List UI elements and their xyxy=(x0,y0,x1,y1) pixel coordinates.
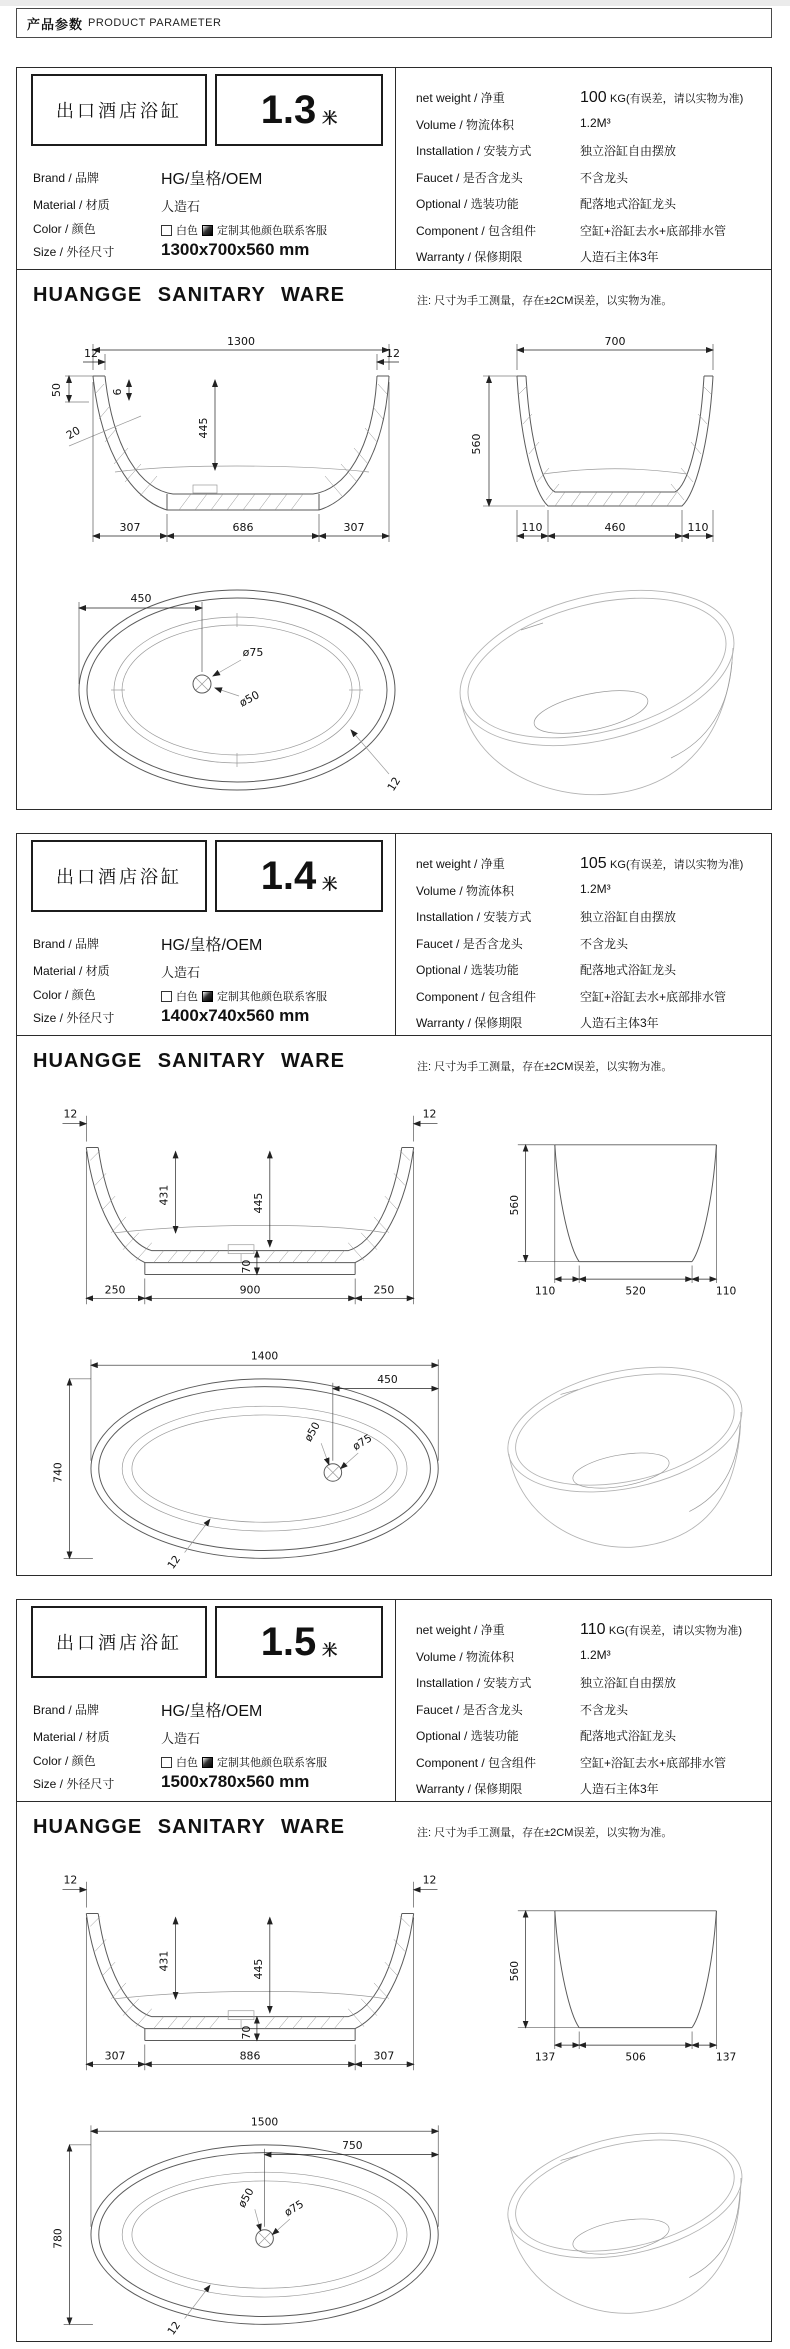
volume-label: Volume / 物流体积 xyxy=(416,118,515,132)
dim-70: 70 xyxy=(239,2025,253,2040)
dim-b2: 520 xyxy=(625,1284,646,1298)
dim-b3: 250 xyxy=(373,1283,395,1297)
optional-label: Optional / 选装功能 xyxy=(416,197,519,211)
side-elevation-drawing xyxy=(425,324,769,564)
side-elevation-drawing xyxy=(475,1086,767,1336)
dim-b1: 307 xyxy=(104,2049,126,2063)
top-view-drawing xyxy=(41,560,421,806)
dim-drain-75: ø75 xyxy=(242,646,264,659)
dim-b1: 250 xyxy=(104,1283,126,1297)
product-name: 出口酒店浴缸 xyxy=(56,101,182,121)
dim-drain-75: ø75 xyxy=(350,1431,375,1454)
material-value: 人造石 xyxy=(161,1731,201,1746)
dim-b2: 460 xyxy=(604,521,626,534)
dim-b1: 307 xyxy=(119,521,141,534)
dim-70: 70 xyxy=(239,1259,253,1274)
installation-value: 独立浴缸自由摆放 xyxy=(580,1676,677,1690)
right-spec-pane xyxy=(395,68,771,270)
faucet-label: Faucet / 是否含龙头 xyxy=(416,937,523,951)
brand-label: Brand / 品牌 xyxy=(33,171,100,185)
measure-note: 注: 尺寸为手工测量，存在±2CM误差，以实物为准。 xyxy=(417,1827,673,1839)
size-box xyxy=(215,1606,383,1678)
dim-height: 560 xyxy=(470,433,483,455)
brand-value: HG/皇格/OEM xyxy=(161,171,263,188)
dim-drain-offset: 450 xyxy=(130,592,152,605)
top-strip xyxy=(0,0,790,6)
right-spec-pane xyxy=(395,834,771,1036)
brand-title: HUANGGE SANITARY WARE xyxy=(33,1816,345,1838)
dim-wall-20: 20 xyxy=(63,423,83,443)
wall-hatching xyxy=(95,384,387,510)
size-number: 1.3 xyxy=(260,88,317,132)
faucet-value: 不含龙头 xyxy=(580,937,629,951)
netweight-value: 100 KG(有误差，请以实物为准) xyxy=(580,89,744,106)
page-banner xyxy=(16,8,772,38)
dim-drain-50: ø50 xyxy=(237,688,262,710)
brand-title: HUANGGE SANITARY WARE xyxy=(33,1050,345,1072)
material-label: Material / 材质 xyxy=(33,198,110,212)
section-bathtub-1-3m xyxy=(16,67,772,810)
installation-label: Installation / 安装方式 xyxy=(416,144,532,158)
white-swatch xyxy=(161,1757,172,1768)
top-view-drawing xyxy=(25,1334,471,1572)
spec-tables xyxy=(17,68,771,270)
front-elevation-drawing xyxy=(41,324,421,564)
material-value: 人造石 xyxy=(161,965,201,980)
spec-tables xyxy=(17,1600,771,1802)
dim-b3: 137 xyxy=(715,2050,737,2064)
product-name: 出口酒店浴缸 xyxy=(56,867,182,887)
dim-drain-50: ø50 xyxy=(301,1419,323,1444)
dim-b2: 506 xyxy=(625,2050,646,2064)
size-number: 1.4 xyxy=(260,854,317,898)
dim-rim-left: 12 xyxy=(63,1107,78,1121)
component-value: 空缸+浴缸去水+底部排水管 xyxy=(580,1756,727,1770)
dim-50: 50 xyxy=(50,383,63,397)
installation-label: Installation / 安装方式 xyxy=(416,910,532,924)
warranty-label: Warranty / 保修期限 xyxy=(416,250,523,264)
dim-b3: 110 xyxy=(715,1284,737,1298)
product-name-box xyxy=(31,74,207,146)
side-elevation-drawing xyxy=(475,1852,767,2102)
warranty-label: Warranty / 保修期限 xyxy=(416,1016,523,1030)
netweight-label: net weight / 净重 xyxy=(416,1623,505,1637)
optional-label: Optional / 选装功能 xyxy=(416,963,519,977)
warranty-value: 人造石主体3年 xyxy=(580,1016,659,1030)
dim-b1: 110 xyxy=(534,1284,556,1298)
dim-rim-right: 12 xyxy=(422,1107,437,1121)
volume-value: 1.2M³ xyxy=(580,116,611,130)
perspective-view-drawing xyxy=(475,2100,767,2338)
optional-label: Optional / 选装功能 xyxy=(416,1729,519,1743)
color-label: Color / 颜色 xyxy=(33,988,96,1002)
dim-431: 431 xyxy=(157,1950,171,1972)
netweight-value: 110 KG(有误差，请以实物为准) xyxy=(580,1621,743,1638)
dim-drain-50: ø50 xyxy=(235,2185,257,2210)
volume-label: Volume / 物流体积 xyxy=(416,884,515,898)
size-value: 1500x780x560 mm xyxy=(161,1772,310,1791)
color-value xyxy=(161,988,327,1004)
dim-width: 740 xyxy=(51,1462,65,1483)
front-elevation-drawing xyxy=(25,1852,471,2102)
size-label: Size / 外径尺寸 xyxy=(33,245,115,259)
dim-depth: 445 xyxy=(197,417,210,439)
color-white-text: 白色 xyxy=(176,991,198,1003)
banner-title-zh: 产品参数 xyxy=(27,16,84,32)
dim-431: 431 xyxy=(157,1184,171,1206)
measure-note: 注: 尺寸为手工测量，存在±2CM误差，以实物为准。 xyxy=(417,295,673,307)
size-unit: 米 xyxy=(322,109,338,127)
dim-rim-right: 12 xyxy=(386,347,400,360)
size-unit: 米 xyxy=(322,1641,338,1659)
dim-b3: 307 xyxy=(343,521,365,534)
dim-depth: 445 xyxy=(251,1192,265,1214)
size-box xyxy=(215,840,383,912)
custom-color-swatch xyxy=(202,991,213,1002)
dim-width: 780 xyxy=(51,2228,65,2249)
installation-value: 独立浴缸自由摆放 xyxy=(580,910,677,924)
banner-title-en: PRODUCT PARAMETER xyxy=(88,17,222,29)
dim-side-width: 700 xyxy=(604,335,626,348)
dim-wall-thickness: 12 xyxy=(164,1552,184,1572)
faucet-value: 不含龙头 xyxy=(580,171,629,185)
volume-value: 1.2M³ xyxy=(580,1648,611,1662)
faucet-value: 不含龙头 xyxy=(580,1703,629,1717)
dim-length: 1500 xyxy=(250,2115,279,2129)
product-name-box xyxy=(31,840,207,912)
brand-label: Brand / 品牌 xyxy=(33,937,100,951)
wall-hatching xyxy=(90,1150,409,1262)
dim-b2: 886 xyxy=(239,2049,261,2063)
component-label: Component / 包含组件 xyxy=(416,1756,537,1770)
color-label: Color / 颜色 xyxy=(33,1754,96,1768)
brand-value: HG/皇格/OEM xyxy=(161,1703,263,1720)
measure-note: 注: 尺寸为手工测量，存在±2CM误差，以实物为准。 xyxy=(417,1061,673,1073)
material-label: Material / 材质 xyxy=(33,1730,110,1744)
dim-drain-75: ø75 xyxy=(281,2197,306,2220)
dim-height: 560 xyxy=(507,1960,521,1982)
product-name: 出口酒店浴缸 xyxy=(56,1633,182,1653)
size-value: 1300x700x560 mm xyxy=(161,240,310,259)
perspective-view-drawing xyxy=(425,560,769,806)
dim-6: 6 xyxy=(111,388,124,396)
color-white-text: 白色 xyxy=(176,225,198,237)
color-label: Color / 颜色 xyxy=(33,222,96,236)
dim-b3: 307 xyxy=(373,2049,395,2063)
dim-b2: 686 xyxy=(232,521,254,534)
installation-label: Installation / 安装方式 xyxy=(416,1676,532,1690)
right-spec-pane xyxy=(395,1600,771,1802)
front-elevation-drawing xyxy=(25,1086,471,1336)
top-view-drawing xyxy=(25,2100,471,2338)
dim-b3: 110 xyxy=(687,521,709,534)
warranty-label: Warranty / 保修期限 xyxy=(416,1782,523,1796)
warranty-value: 人造石主体3年 xyxy=(580,250,659,264)
component-label: Component / 包含组件 xyxy=(416,224,537,238)
dim-total-width: 1300 xyxy=(227,335,255,348)
material-value: 人造石 xyxy=(161,199,201,214)
perspective-view-drawing xyxy=(475,1334,767,1572)
faucet-label: Faucet / 是否含龙头 xyxy=(416,1703,523,1717)
dim-b1: 110 xyxy=(521,521,543,534)
volume-label: Volume / 物流体积 xyxy=(416,1650,515,1664)
netweight-label: net weight / 净重 xyxy=(416,857,505,871)
brand-value: HG/皇格/OEM xyxy=(161,937,263,954)
product-name-box xyxy=(31,1606,207,1678)
brand-title: HUANGGE SANITARY WARE xyxy=(33,284,345,306)
optional-value: 配落地式浴缸龙头 xyxy=(580,963,677,977)
dim-rim-right: 12 xyxy=(422,1873,437,1887)
dim-rim-left: 12 xyxy=(84,347,98,360)
section-bathtub-1-4m xyxy=(16,833,772,1576)
dim-depth: 445 xyxy=(251,1958,265,1980)
optional-value: 配落地式浴缸龙头 xyxy=(580,197,677,211)
color-value xyxy=(161,222,327,238)
component-value: 空缸+浴缸去水+底部排水管 xyxy=(580,224,727,238)
netweight-value: 105 KG(有误差，请以实物为准) xyxy=(580,855,744,872)
spec-tables xyxy=(17,834,771,1036)
optional-value: 配落地式浴缸龙头 xyxy=(580,1729,677,1743)
custom-color-swatch xyxy=(202,225,213,236)
size-label: Size / 外径尺寸 xyxy=(33,1011,115,1025)
wall-hatching xyxy=(90,1916,409,2028)
dim-wall-thickness: 12 xyxy=(164,2318,184,2338)
size-unit: 米 xyxy=(322,875,338,893)
dim-drain-offset: 750 xyxy=(342,2138,363,2152)
dim-height: 560 xyxy=(507,1194,521,1216)
material-label: Material / 材质 xyxy=(33,964,110,978)
custom-color-swatch xyxy=(202,1757,213,1768)
component-value: 空缸+浴缸去水+底部排水管 xyxy=(580,990,727,1004)
component-label: Component / 包含组件 xyxy=(416,990,537,1004)
white-swatch xyxy=(161,991,172,1002)
dim-b1: 137 xyxy=(534,2050,556,2064)
section-bathtub-1-5m xyxy=(16,1599,772,2342)
faucet-label: Faucet / 是否含龙头 xyxy=(416,171,523,185)
netweight-label: net weight / 净重 xyxy=(416,91,505,105)
color-custom-text: 定制其他颜色联系客服 xyxy=(217,1757,327,1769)
color-custom-text: 定制其他颜色联系客服 xyxy=(217,991,327,1003)
brand-label: Brand / 品牌 xyxy=(33,1703,100,1717)
wall-hatching xyxy=(519,386,711,506)
size-label: Size / 外径尺寸 xyxy=(33,1777,115,1791)
color-white-text: 白色 xyxy=(176,1757,198,1769)
dim-rim-left: 12 xyxy=(63,1873,78,1887)
color-custom-text: 定制其他颜色联系客服 xyxy=(217,225,327,237)
dim-drain-offset: 450 xyxy=(377,1372,398,1386)
size-value: 1400x740x560 mm xyxy=(161,1006,310,1025)
color-value xyxy=(161,1754,327,1770)
volume-value: 1.2M³ xyxy=(580,882,611,896)
size-box xyxy=(215,74,383,146)
size-number: 1.5 xyxy=(260,1620,317,1664)
warranty-value: 人造石主体3年 xyxy=(580,1782,659,1796)
white-swatch xyxy=(161,225,172,236)
dim-b2: 900 xyxy=(239,1283,261,1297)
installation-value: 独立浴缸自由摆放 xyxy=(580,144,677,158)
dim-wall-thickness: 12 xyxy=(384,774,404,794)
dim-length: 1400 xyxy=(250,1349,279,1363)
